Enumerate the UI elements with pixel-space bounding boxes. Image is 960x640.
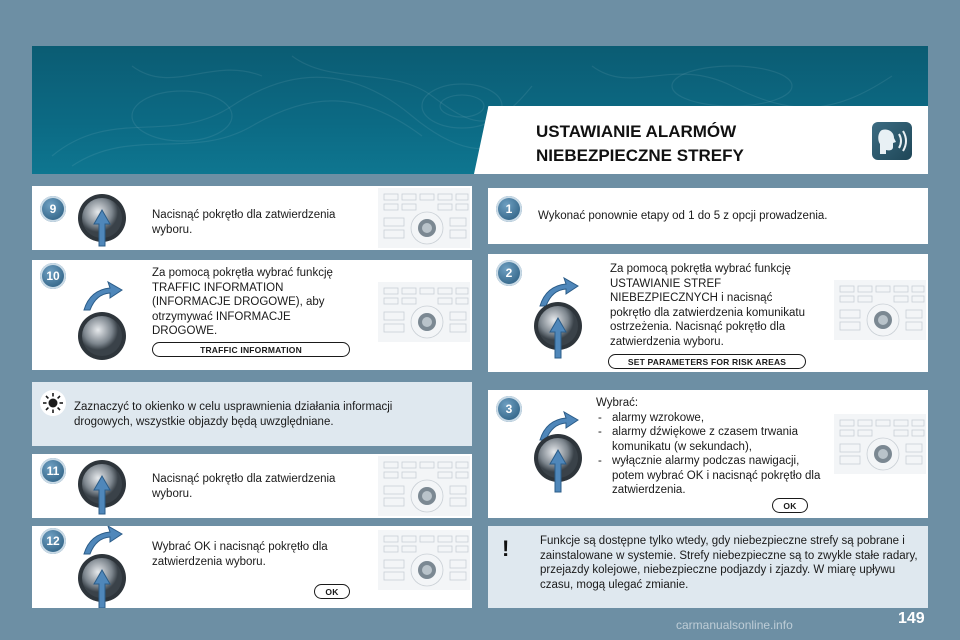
rotary-knob-icon — [76, 458, 132, 516]
warning-text: Funkcje są dostępne tylko wtedy, gdy niebezpieczne strefy są pobrane i zainstalowane w systemie. Strefy niebezpieczne są to zwykle stałe radary, przejazdy kolejowe, niebezpieczne podjazdy i zjazdy. W miarę upływu czasu, mogą ulegać zmianie. — [540, 535, 918, 591]
step-11-panel — [32, 454, 472, 518]
step-9-panel — [32, 186, 472, 250]
step-intro: Wybrać: — [596, 397, 639, 409]
step-badge: 9 — [40, 196, 66, 222]
radio-console-icon — [378, 456, 470, 516]
step-text: Nacisnąć pokrętło dla zatwierdzenia wyboru. — [152, 209, 336, 236]
tip-panel — [32, 382, 472, 446]
step-text: Za pomocą pokrętła wybrać funkcję USTAWIANIE STREF NIEBEZPIECZNYCH i nacisnąć pokrętło dla zatwierdzenia komunikatu ostrzeżenia. Nacisnąć pokrętło dla zatwierdzenia wyboru. — [610, 263, 805, 348]
rotary-knob-icon — [76, 312, 132, 364]
step-badge: 3 — [496, 396, 522, 422]
step-2-panel — [488, 254, 928, 372]
step-12-panel — [32, 526, 472, 608]
sun-tip-icon — [40, 390, 66, 416]
rotary-knob-icon — [532, 434, 588, 496]
step-badge: 11 — [40, 458, 66, 484]
step-badge: 10 — [40, 263, 66, 289]
rotate-arrow-icon — [80, 280, 124, 312]
step-3-panel — [488, 390, 928, 518]
radio-console-icon — [378, 530, 470, 590]
step-badge: 1 — [496, 196, 522, 222]
radio-console-icon — [378, 282, 470, 342]
exclamation-icon: ! — [502, 536, 510, 561]
rotate-arrow-icon — [80, 526, 124, 556]
rotary-knob-icon — [76, 192, 132, 248]
set-parameters-pill: SET PARAMETERS FOR RISK AREAS — [608, 354, 806, 369]
radio-console-icon — [834, 414, 926, 474]
page-number: 149 — [898, 610, 925, 627]
step-badge: 12 — [40, 528, 66, 554]
step-3-content — [596, 396, 826, 498]
rotary-knob-icon — [532, 302, 588, 362]
radio-console-icon — [834, 280, 926, 340]
step-badge: 2 — [496, 260, 522, 286]
step-10-panel — [32, 260, 472, 370]
list-item: - alarmy wzrokowe, — [596, 411, 826, 426]
option-list — [596, 411, 826, 498]
list-item: - alarmy dźwiękowe z czasem trwania komunikatu (w sekundach), — [596, 425, 826, 454]
watermark: carmanualsonline.info — [676, 618, 793, 632]
step-text: Wykonać ponownie etapy od 1 do 5 z opcji prowadzenia. — [538, 210, 828, 222]
title-box — [488, 106, 928, 174]
radio-console-icon — [378, 188, 470, 248]
step-text: Nacisnąć pokrętło dla zatwierdzenia wyboru. — [152, 473, 336, 500]
ok-pill: OK — [772, 498, 808, 513]
list-item: - wyłącznie alarmy podczas nawigacji, potem wybrać OK i nacisnąć pokrętło dla zatwierdzenia. — [596, 454, 826, 498]
warning-panel — [488, 526, 928, 608]
rotary-knob-icon — [76, 554, 132, 608]
ok-pill: OK — [314, 584, 350, 599]
tip-text: Zaznaczyć to okienko w celu usprawnienia działania informacji drogowych, wszystkie objazdy będą uwzględniane. — [74, 401, 393, 428]
step-text: Za pomocą pokrętła wybrać funkcję TRAFFIC INFORMATION (INFORMACJE DROGOWE), aby otrzymywać INFORMACJE DROGOWE. — [152, 267, 333, 337]
step-1-panel — [488, 188, 928, 244]
traffic-information-pill: TRAFFIC INFORMATION — [152, 342, 350, 357]
page-title: USTAWIANIE ALARMÓW NIEBEZPIECZNE STREFY — [536, 122, 744, 165]
step-text: Wybrać OK i nacisnąć pokrętło dla zatwierdzenia wyboru. — [152, 541, 328, 568]
voice-command-icon — [872, 122, 912, 160]
